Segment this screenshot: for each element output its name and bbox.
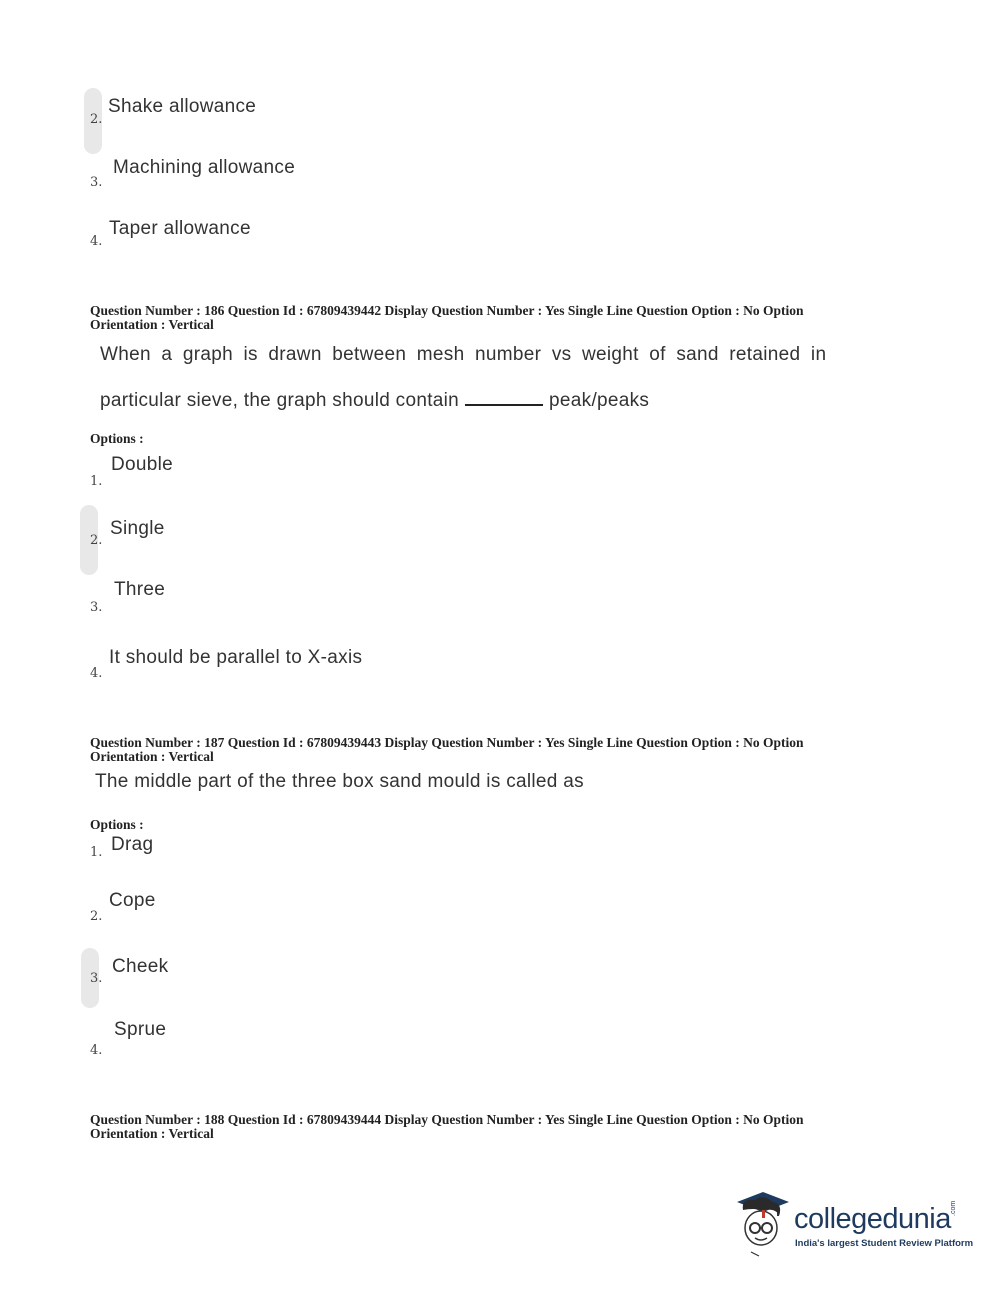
option-text: Taper allowance [109,218,251,239]
question-meta [90,736,890,764]
option-text: Cope [109,890,156,911]
question-line: particular sieve, the graph should contain [100,390,460,411]
logo-tagline: India's largest Student Review Platform [795,1238,974,1249]
option-text: Double [111,454,174,475]
meta-line: Orientation : Vertical [90,1126,214,1141]
option-number: 3. [90,600,103,615]
meta-line: Orientation : Vertical [90,749,214,764]
option-text: Drag [111,834,154,855]
question-line: When a graph is drawn between mesh number vs weight of sand retained in [100,344,827,365]
mascot-icon [733,1188,793,1258]
option-text: Sprue [114,1019,167,1040]
option-text: Three [114,579,166,600]
option-number: 1. [90,474,103,489]
question-line: peak/peaks [549,390,650,411]
question-meta [90,1113,890,1141]
option-number: 3. [90,175,103,190]
question-text [100,390,649,412]
options-label: Options : [90,431,144,446]
option-number: 2. [90,533,103,548]
meta-line: Question Number : 186 Question Id : 67809439442 Display Question Number : Yes Single Line Question Option : No Option [90,303,804,318]
option-text: Single [110,518,165,539]
option-number: 2. [90,909,103,924]
logo-suffix: .com [950,1200,957,1216]
option-number: 4. [90,1043,103,1058]
meta-line: Question Number : 187 Question Id : 67809439443 Display Question Number : Yes Single Line Question Option : No Option [90,735,804,750]
option-text: Shake allowance [108,96,257,117]
option-number: 3. [90,971,103,986]
option-text: It should be parallel to X-axis [109,647,363,668]
option-number: 4. [90,234,103,249]
question-text: The middle part of the three box sand mould is called as [95,771,584,792]
question-meta [90,304,890,332]
option-number: 1. [90,845,103,860]
meta-line: Orientation : Vertical [90,317,214,332]
question-text [100,344,826,366]
meta-line: Question Number : 188 Question Id : 67809439444 Display Question Number : Yes Single Line Question Option : No Option [90,1112,804,1127]
options-label: Options : [90,817,144,832]
option-number: 4. [90,666,103,681]
option-text: Cheek [112,956,169,977]
answer-blank [465,403,543,406]
logo-wordmark: collegedunia [794,1203,951,1235]
option-text: Machining allowance [113,157,296,178]
option-number: 2. [90,112,103,127]
